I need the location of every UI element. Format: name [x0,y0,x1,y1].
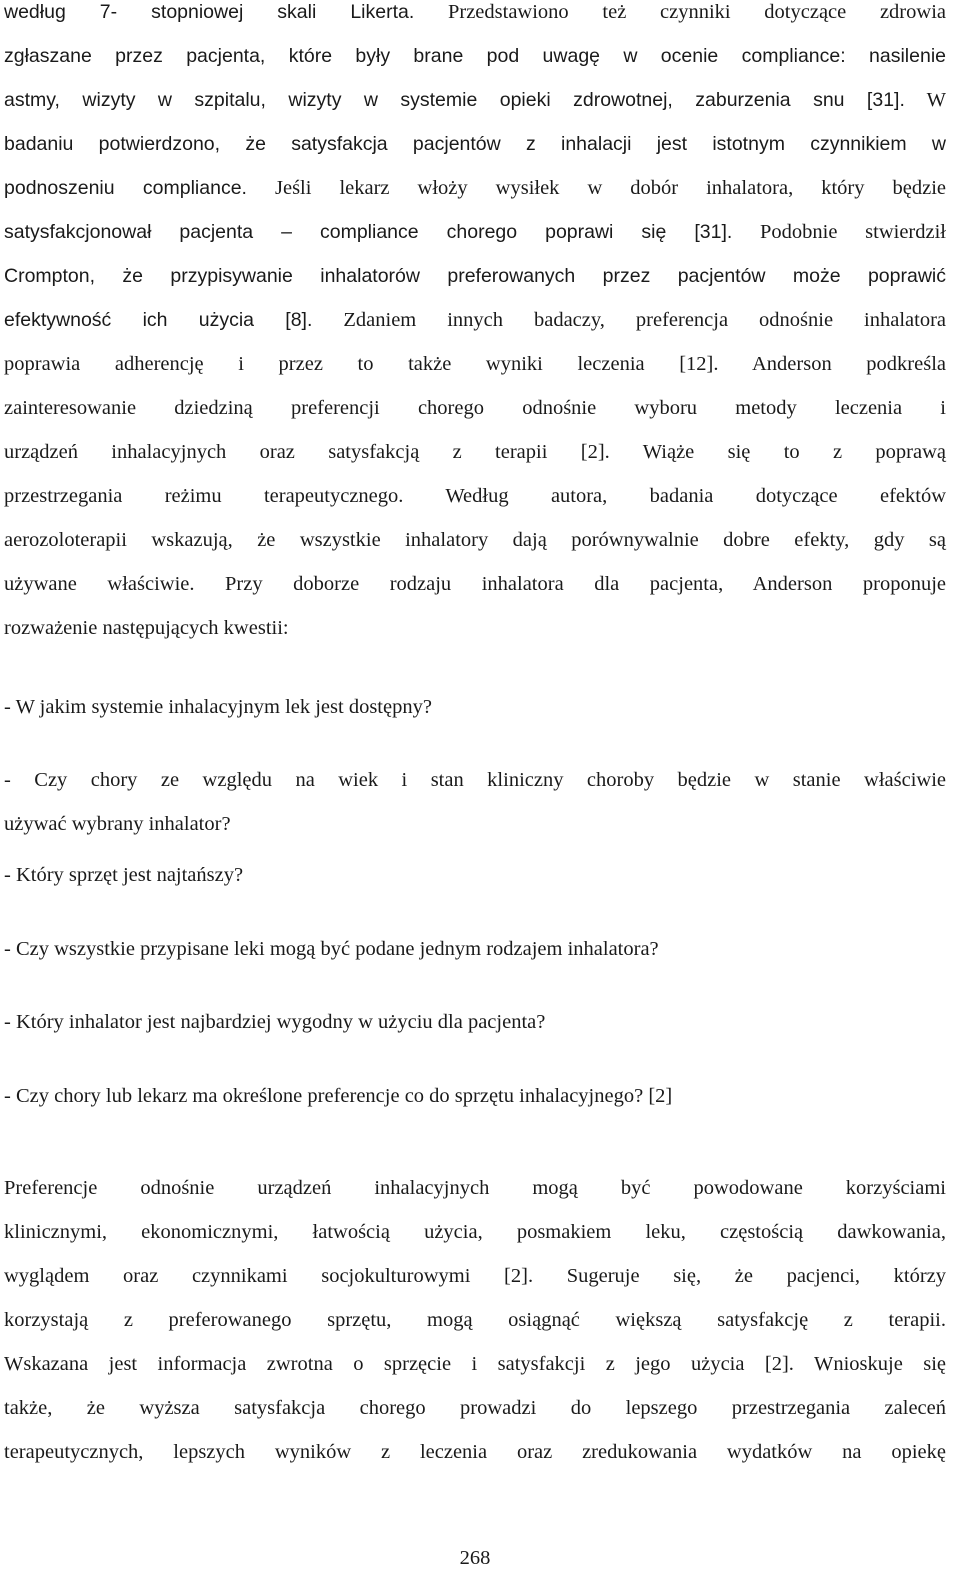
question-item [4,1000,946,1044]
paragraph-line: wyglądem oraz czynnikami socjokulturowymi [2]. Sugeruje się, że pacjenci, którzy [4,1265,946,1287]
text-run: astmy, wizyty w szpitalu, wizyty w systemie opieki zdrowotnej, zaburzenia snu [31]. [4,89,905,111]
question-line: - Czy chory ze względu na wiek i stan kliniczny choroby będzie w stanie właściwie [4,769,946,791]
text-run: zgłaszane przez pacjenta, które były brane pod uwagę w ocenie compliance: nasilenie [4,45,946,67]
page-number: 268 [459,1547,491,1569]
paragraph-preferences-causes [4,1166,946,1474]
paragraph-line [4,386,946,430]
paragraph-line [4,254,946,298]
paragraph-line [4,34,946,78]
paragraph-line: korzystają z preferowanego sprzętu, mogą osiągnąć większą satysfakcję z terapii. [4,1309,946,1331]
question-item [4,927,946,971]
question-item [4,1074,946,1118]
question-item [4,853,946,897]
question-line: - W jakim systemie inhalacyjnym lek jest dostępny? [4,696,432,718]
text-run: efektywność ich użycia [8]. [4,309,313,331]
text-run: przestrzegania reżimu terapeutycznego. Według autora, badania dotyczące efektów [4,485,946,507]
paragraph-line [4,210,946,254]
paragraph-line [4,166,946,210]
paragraph-line: klinicznymi, ekonomicznymi, łatwością użycia, posmakiem leku, częstością dawkowania, [4,1221,946,1243]
text-run: Przedstawiono też czynniki dotyczące zdrowia [414,1,946,23]
text-run: Jeśli lekarz włoży wysiłek w dobór inhalatora, który będzie [246,177,947,199]
paragraph-line [4,562,946,606]
text-run: satysfakcjonował pacjenta – compliance chorego poprawi się [31]. [4,221,733,243]
text-run: zainteresowanie dziedziną preferencji chorego odnośnie wyboru metody leczenia i [4,397,946,419]
question-line: - Który sprzęt jest najtańszy? [4,864,244,886]
text-run: używane właściwie. Przy doborze rodzaju inhalatora dla pacjenta, Anderson proponuje [4,573,946,595]
paragraph-line [4,430,946,474]
text-run: Zdaniem innych badaczy, preferencja odnośnie inhalatora [312,309,946,331]
text-run: według 7- stopniowej skali Likerta. [4,1,415,23]
paragraph-line [4,0,946,34]
text-run: rozważenie następujących kwestii: [4,617,289,639]
paragraph-line [4,78,946,122]
paragraph-line [4,342,946,386]
text-run: urządzeń inhalacyjnych oraz satysfakcją z terapii [2]. Wiąże się to z poprawą [4,441,946,463]
text-run: poprawia adherencję i przez to także wyniki leczenia [12]. Anderson podkreśla [4,353,946,375]
text-run: W [904,89,946,111]
question-line: używać wybrany inhalator? [4,813,231,835]
paragraph-line [4,606,946,650]
question-item [4,685,946,729]
text-run: badaniu potwierdzono, że satysfakcja pacjentów z inhalacji jest istotnym czynnikiem w [4,133,946,155]
paragraph-line [4,518,946,562]
paragraph-line [4,474,946,518]
text-run: aerozoloterapii wskazują, że wszystkie inhalatory dają porównywalnie dobre efekty, gdy są [4,529,946,551]
question-line: - Czy wszystkie przypisane leki mogą być podane jednym rodzajem inhalatora? [4,938,659,960]
paragraph-line [4,298,946,342]
text-run: Podobnie stwierdził [732,221,946,243]
paragraph-line: Preferencje odnośnie urządzeń inhalacyjnych mogą być powodowane korzyściami [4,1177,946,1199]
question-line: - Który inhalator jest najbardziej wygodny w użyciu dla pacjenta? [4,1011,546,1033]
text-run: Crompton, że przypisywanie inhalatorów preferowanych przez pacjentów może poprawić [4,265,946,287]
paragraph-line: Wskazana jest informacja zwrotna o sprzęcie i satysfakcji z jego użycia [2]. Wnioskuje się [4,1353,946,1375]
question-item [4,758,946,846]
text-run: podnoszeniu compliance. [4,177,247,199]
paragraph-line [4,122,946,166]
question-line: - Czy chory lub lekarz ma określone preferencje co do sprzętu inhalacyjnego? [2] [4,1085,673,1107]
paragraph-preferences-compliance [4,0,946,650]
paragraph-line: terapeutycznych, lepszych wyników z leczenia oraz zredukowania wydatków na opiekę [4,1441,946,1463]
paragraph-line: także, że wyższa satysfakcja chorego prowadzi do lepszego przestrzegania zaleceń [4,1397,946,1419]
